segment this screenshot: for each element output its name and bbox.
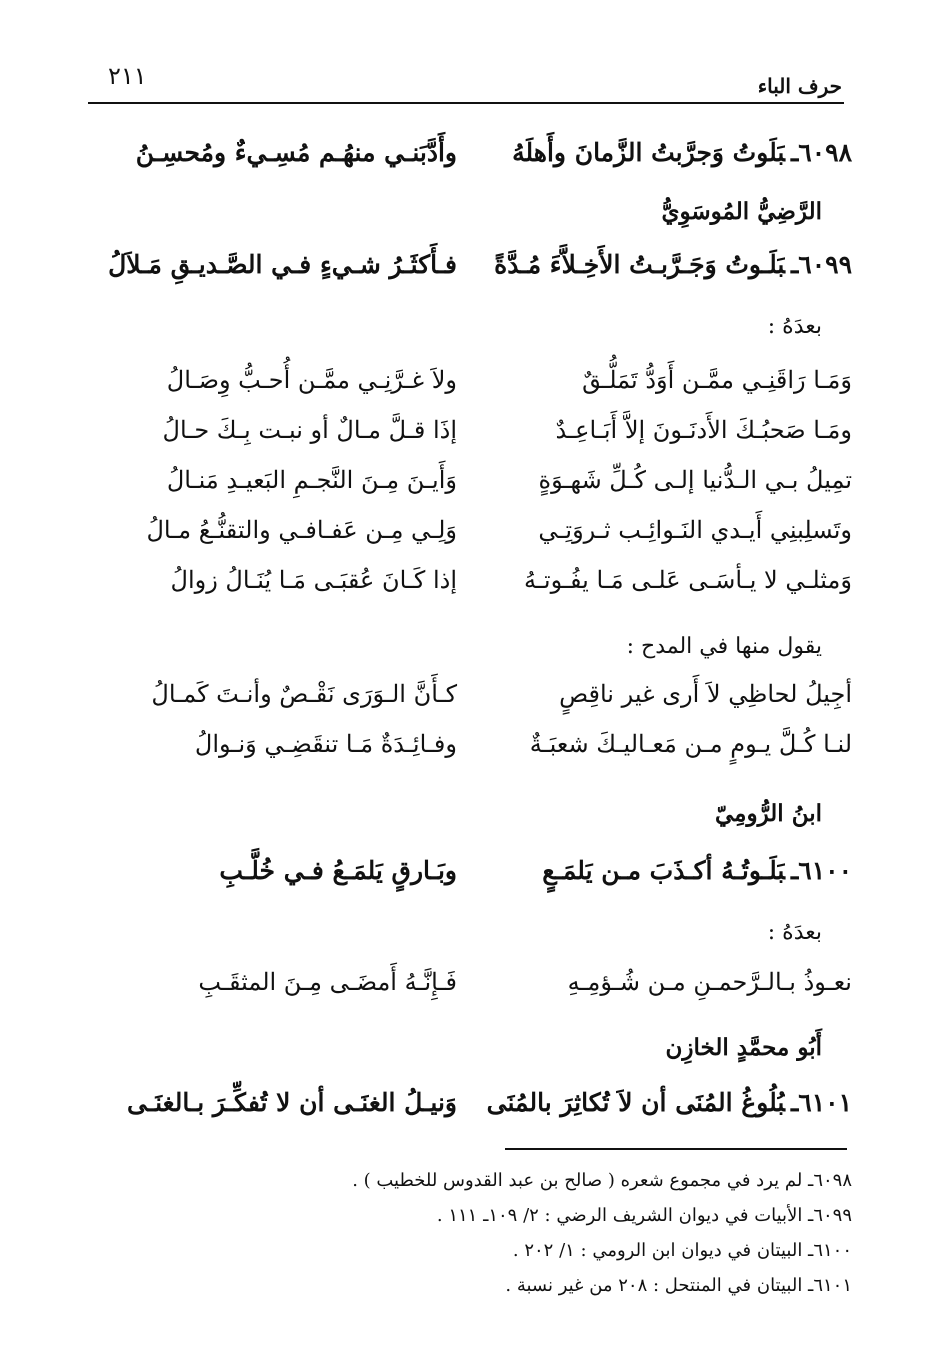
first-hemistich: ٦٠٩٨ـبَلَوتُ وَجرَّبتُ الزَّمانَ وأَهلَهُ xyxy=(512,138,852,167)
footnote-rule xyxy=(505,1148,847,1150)
first-hemistich: لنـا كُـلَّ يـومٍ مـن مَعـاليـكَ شعبَـةٌ xyxy=(529,730,852,758)
second-hemistich: وفـائِـدَةٌ مَـا تنقَضِـي وَنـوالُ xyxy=(194,730,457,758)
footnote: ٦٠٩٨ـ لم يرد في مجموع شعره ( صالح بن عبد القدوس للخطيب ) . xyxy=(352,1170,852,1191)
second-hemistich: وَنيـلُ الغنَـى أن لا تُفكِّـرَ بـالغنَـى xyxy=(126,1088,457,1117)
page-number: ٢١١ xyxy=(108,62,147,90)
first-hemistich: وَمثلـي لا يـأسَـى عَلـى مَـا يفُـوتـهُ xyxy=(524,566,852,594)
header-rule xyxy=(88,102,844,104)
footnote: ٦٠٩٩ـ الأبيات في ديوان الشريف الرضي : ٢/ ١٠٩ـ ١١١ . xyxy=(436,1205,852,1226)
first-hemistich: نعـوذُ بـالـرَّحمـنِ مـن شُـؤمِـهِ xyxy=(567,968,852,996)
page-header xyxy=(90,58,842,100)
second-hemistich: إذَا قـلَّ مـالٌ أو نبـت بِـكَ حـالُ xyxy=(162,416,457,444)
second-hemistich: وَأَيـنَ مِـنَ النَّجـمِ البَعيـدِ مَنـالُ xyxy=(166,466,457,494)
footnote: ٦١٠١ـ البيتان في المنتحل : ٢٠٨ من غير نسبة . xyxy=(505,1275,852,1296)
second-hemistich: وأَدَّبَنـي منهُـم مُسِـيءٌ ومُحسِـنُ xyxy=(135,138,457,167)
first-hemistich: ٦٠٩٩ـبَلَـوتُ وَجَـرَّبـتُ الأَخِـلاَّءَ مُـدَّةً xyxy=(494,250,852,279)
poet-name: الرَّضِيُّ المُوسَوِيُّ xyxy=(661,198,822,225)
first-hemistich: أجِيلُ لحاظِي لاَ أَرى غير ناقِصٍ xyxy=(559,680,852,708)
first-hemistich: وَمَـا رَاقَنِـي ممَّـن أَوَدُّ تَمَلُّـقٌ xyxy=(582,366,852,394)
second-hemistich: فـأَكثَـرُ شـيءٍ فـي الصَّـديـقِ مَـلاَلُ xyxy=(108,250,457,279)
first-hemistich: ٦١٠١ـبُلُوغُ المُنَى أن لاَ تُكاثِرَ بالمُنَى xyxy=(486,1088,852,1117)
second-hemistich: ولاَ غـرَّنِـي ممَّـن أُحـبُّ وِصَـالُ xyxy=(166,366,457,394)
second-hemistich: فَـإِنَّـهُ أَمضَـى مِـنَ المثقَـبِ xyxy=(198,968,457,996)
first-hemistich: تمِيلُ بـي الـدُّنيا إلـى كُـلِّ شَهـوَةٍ xyxy=(538,466,852,494)
first-hemistich: وتَسلِبنِي أَيـدي النَـوائِـب ثـروَتِـي xyxy=(538,516,852,544)
section-note: بعدَهُ : xyxy=(767,920,822,945)
second-hemistich: كـأَنَّ الـوَرَى نَقْـصٌ وأنـتَ كَمـالُ xyxy=(151,680,457,708)
section-note: بعدَهُ : xyxy=(767,314,822,339)
first-hemistich: ومَـا صَحبُـكَ الأَدنَـونَ إلاَّ أَبَـاعِـدٌ xyxy=(555,416,852,444)
second-hemistich: إذا كَـانَ عُقبَـى مَـا يُنَـالُ زوالُ xyxy=(170,566,457,594)
second-hemistich: وبَـارقٍ يَلمَـعُ فـي خُلَّـبِ xyxy=(219,856,457,885)
first-hemistich: ٦١٠٠ـبَلَـوتُـهُ أكـذَبَ مـن يَلمَـعٍ xyxy=(542,856,852,885)
poet-name: ابنُ الرُّومِيّ xyxy=(715,800,822,827)
footnote: ٦١٠٠ـ البيتان في ديوان ابن الرومي : ١/ ٢٠٢ . xyxy=(512,1240,852,1261)
poet-name: أَبُو محمَّدٍ الخازِن xyxy=(665,1034,822,1061)
section-note: يقول منها في المدح : xyxy=(626,634,822,659)
second-hemistich: وَلِـي مِـن عَفـافـي والتقنُّـعُ مـالُ xyxy=(146,516,457,544)
running-title: حرف الباء xyxy=(757,74,842,98)
